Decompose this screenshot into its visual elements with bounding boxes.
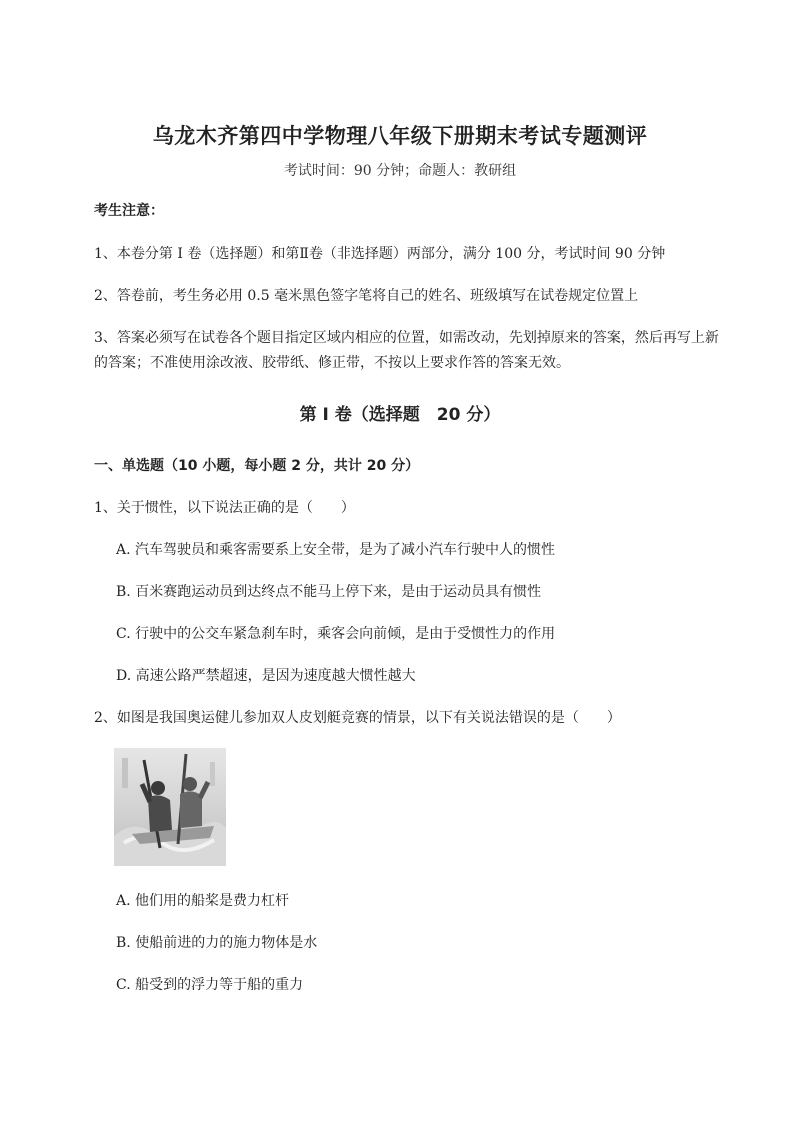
notice-heading: 考生注意： xyxy=(94,203,164,219)
question-1-option-d: D. 高速公路严禁超速，是因为速度越大惯性越大 xyxy=(116,668,416,684)
notice-item-2: 2、答卷前，考生务必用 0.5 毫米黑色签字笔将自己的姓名、班级填写在试卷规定位置上 xyxy=(94,288,639,304)
question-2-option-a: A. 他们用的船桨是费力杠杆 xyxy=(116,893,290,909)
notice-item-3-continued: 的答案；不准使用涂改液、胶带纸、修正带，不按以上要求作答的答案无效。 xyxy=(94,355,570,371)
exam-title: 乌龙木齐第四中学物理八年级下册期末考试专题测评 xyxy=(152,124,648,148)
question-2-option-b: B. 使船前进的力的施力物体是水 xyxy=(116,935,318,951)
question-1-option-a: A. 汽车驾驶员和乘客需要系上安全带，是为了减小汽车行驶中人的惯性 xyxy=(116,542,556,558)
kayak-photo xyxy=(114,748,226,866)
kayak-illustration xyxy=(114,748,226,866)
exam-subtitle: 考试时间：90 分钟；命题人：教研组 xyxy=(283,163,517,179)
section-title: 第 I 卷（选择题 20 分） xyxy=(299,405,501,425)
notice-item-3: 3、答案必须写在试卷各个题目指定区域内相应的位置，如需改动，先划掉原来的答案，然后再写上新 xyxy=(94,330,719,346)
part-heading: 一、单选题（10 小题，每小题 2 分，共计 20 分） xyxy=(94,458,420,474)
question-1-option-b: B. 百米赛跑运动员到达终点不能马上停下来，是由于运动员具有惯性 xyxy=(116,584,542,600)
question-1-option-c: C. 行驶中的公交车紧急刹车时，乘客会向前倾，是由于受惯性力的作用 xyxy=(116,626,556,642)
question-2-option-c: C. 船受到的浮力等于船的重力 xyxy=(116,977,304,993)
question-1-stem: 1、关于惯性，以下说法正确的是（ ） xyxy=(94,500,355,516)
notice-item-1: 1、本卷分第 I 卷（选择题）和第Ⅱ卷（非选择题）两部分，满分 100 分，考试时间 90 分钟 xyxy=(94,246,666,262)
question-2-stem: 2、如图是我国奥运健儿参加双人皮划艇竞赛的情景，以下有关说法错误的是（ ） xyxy=(94,710,621,726)
